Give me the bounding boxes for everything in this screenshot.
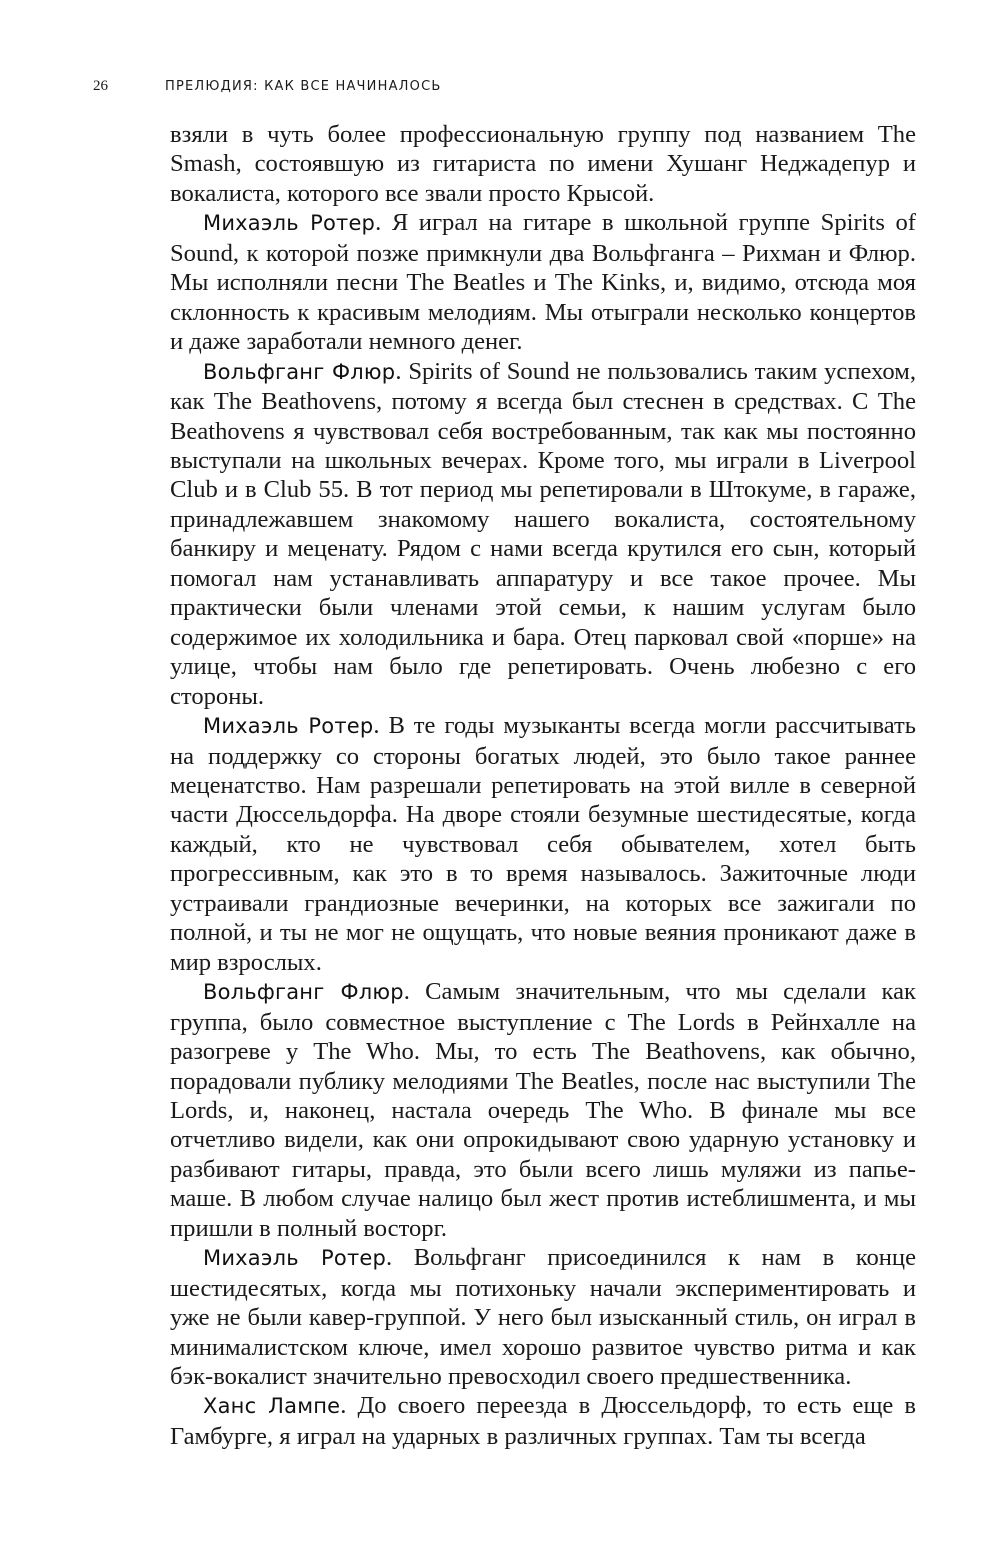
speaker-name: Вольфганг Флюр — [203, 359, 396, 384]
paragraph — [170, 208, 916, 356]
paragraph — [170, 1243, 916, 1391]
paragraph-text: . До своего переезда в Дюссельдорф, то есть еще в Гамбурге, я играл на ударных в различных группах. Там ты всегда — [170, 1392, 916, 1450]
paragraph-text: . Вольфганг присоединился к нам в конце шестидесятых, когда мы потихоньку начали экспериментировать и уже не были кавер-группой. У него был изысканный стиль, он играл в минималистском ключе, имел хорошо развитое чувство ритма и как бэк-вокалист значительно превосходил своего предшественника. — [170, 1244, 916, 1391]
running-title: ПРЕЛЮДИЯ: КАК ВСЕ НАЧИНАЛОСЬ — [165, 79, 442, 94]
speaker-name: Михаэль Ротер — [203, 714, 374, 739]
page-number: 26 — [93, 78, 108, 94]
paragraph-text: . Я играл на гитаре в школьной группе Spirits of Sound, к которой позже примкнули два Вольфганга – Рихман и Флюр. Мы исполняли песни The Beatles и The Kinks, и, видимо, отсюда моя склонность к красивым мелодиям. Мы отыграли несколько концертов и даже заработали немного денег. — [170, 209, 916, 356]
paragraph — [170, 1391, 916, 1451]
paragraph-text: . Spirits of Sound не пользовались таким успехом, как The Beathovens, потому я всегда был стеснен в средствах. С The Beathovens я чувствовал себя востребованным, так как мы постоянно выступали на школьных вечерах. Кроме того, мы играли в Liverpool Club и в Club 55. В тот период мы репетировали в Штокуме, в гараже, принадлежавшем знакомому нашего вокалиста, состоятельному банкиру и меценату. Рядом с нами всегда крутился его сын, который помогал нам устанавливать аппаратуру и все такое прочее. Мы практически были членами этой семьи, к нашим услугам было содержимое их холодильника и бара. Отец парковал свой «порше» на улице, чтобы нам было где репетировать. Очень любезно с его стороны. — [170, 357, 916, 710]
paragraph — [170, 357, 916, 711]
paragraph-text: . В те годы музыканты всегда могли рассчитывать на поддержку со стороны богатых людей, это было такое раннее меценатство. Нам разрешали репетировать на этой вилле в северной части Дюссельдорфа. На дворе стояли безумные шестидесятые, когда каждый, кто не чувствовал себя обывателем, хотел быть прогрессивным, как это в то время называлось. Зажиточные люди устраивали грандиозные вечеринки, на которых все зажигали по полной, и ты не мог не ощущать, что новые веяния проникают даже в мир взрослых. — [170, 712, 916, 976]
speaker-name: Вольфганг Флюр — [203, 980, 404, 1005]
speaker-name: Михаэль Ротер — [203, 211, 376, 236]
paragraph — [170, 120, 916, 208]
speaker-name: Ханс Лампе — [203, 1394, 341, 1419]
paragraph — [170, 711, 916, 977]
paragraph — [170, 977, 916, 1243]
speaker-name: Михаэль Ротер — [203, 1246, 387, 1271]
paragraph-text: . Самым значительным, что мы сделали как группа, было совместное выступление с The Lords в Рейнхалле на разогреве у The Who. Мы, то есть The Beathovens, как обычно, порадовали публику мелодиями The Beatles, после нас выступили The Lords, и, наконец, настала очередь The Who. В финале мы все отчетливо видели, как они опрокидывают свою ударную установку и разбивают гитары, правда, это были всего лишь муляжи из папье-маше. В любом случае налицо был жест против истеблишмента, и мы пришли в полный восторг. — [170, 978, 916, 1242]
paragraph-text: взяли в чуть более профессиональную группу под названием The Smash, состоявшую из гитариста по имени Хушанг Неджадепур и вокалиста, которого все звали просто Крысой. — [170, 121, 916, 207]
page-header — [93, 78, 923, 102]
text-body — [170, 120, 916, 1451]
